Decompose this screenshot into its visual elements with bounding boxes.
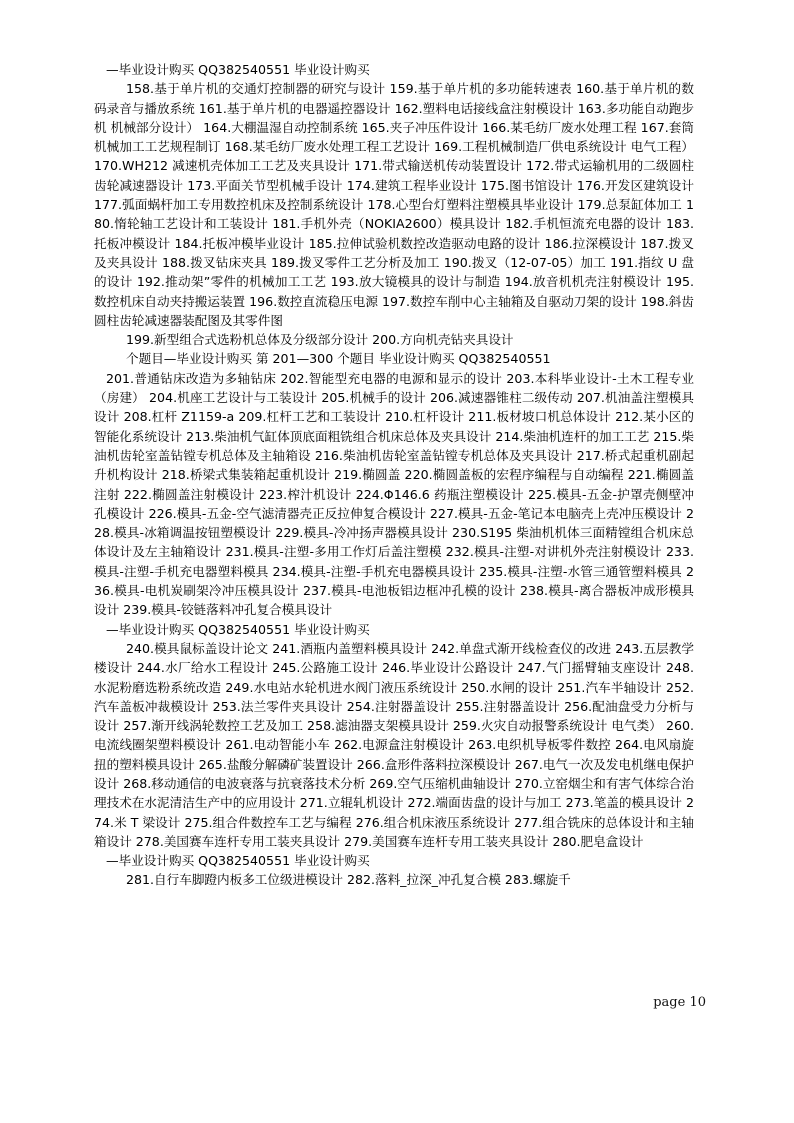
paragraph: 个题目—毕业设计购买 第 201—300 个题目 毕业设计购买 QQ382540551 (126, 351, 551, 367)
paragraph: 281.自行车脚蹬内板多工位级进模设计 282.落料_拉深_冲孔复合模 283.螺旋千 (126, 872, 571, 888)
page-number: page 10 (653, 995, 706, 1010)
paragraph: 158.基于单片机的交通灯控制器的研究与设计 159.基于单片机的多功能转速表 160.基于单片机的数码录音与播放系统 161.基于单片机的电器遥控器设计 162.塑料电话接线盒注射模设计 163.多功能自动跑步机 机械部分设计） 164.大棚温湿自动控制系统 165.夹子冲压件设计 166.某毛纺厂废水处理工程 167.套筒机械加工工艺规程制订 168.某毛纺厂废水处理工程工艺设计 169.工程机械制造厂供电系统设计 电气工程） 170.WH212 减速机壳体加工工艺及夹具设计 171.带式输送机传动装置设计 172.带式运输机用的二级圆柱齿轮减速器设计 173.平面关节型机械手设计 174.建筑工程毕业设计 175.图书馆设计 176.开发区建筑设计 177.弧面蜗杆加工专用数控机床及控制系统设计 178.心型台灯塑料注塑模具毕业设计 179.总泵缸体加工 180.惰轮轴工艺设计和工装设计 181.手机外壳（NOKIA2600）模具设计 182.手机恒流充电器的设计 183.托板冲模设计 184.托板冲模毕业设计 185.拉伸试验机数控改造驱动电路的设计 186.拉深模设计 187.拨叉及夹具设计 188.拨叉钻床夹具 189.拨叉零件工艺分析及加工 190.拨叉（12-07-05）加工 191.指纹 U 盘的设计 192.推动架”零件的机械加工工艺 193.放大镜模具的设计与制造 194.放音机机壳注射模设计 195.数控机床自动夹持搬运装置 196.数控直流稳压电源 197.数控车削中心主轴箱及自驱动刀架的设计 198.斜齿圆柱齿轮减速器装配图及其零件图 (94, 81, 694, 328)
paragraph: 199.新型组合式选粉机总体及分级部分设计 200.方向机壳钻夹具设计 (126, 332, 514, 348)
paragraph: —毕业设计购买 QQ382540551 毕业设计购买 (106, 62, 370, 77)
paragraph: —毕业设计购买 QQ382540551 毕业设计购买 (106, 621, 370, 637)
paragraph: —毕业设计购买 QQ382540551 毕业设计购买 (106, 853, 370, 869)
body-text (94, 60, 694, 890)
paragraph: 201.普通钻床改造为多轴钻床 202.智能型充电器的电源和显示的设计 203.本科毕业设计-土木工程专业（房建） 204.机座工艺设计与工装设计 205.机械手的设计 206.减速器锥柱二级传动 207.机油盖注塑模具设计 208.杠杆 Z1159-a 209.杠杆工艺和工装设计 210.杠杆设计 211.板材坡口机总体设计 212.某小区的智能化系统设计 213.柴油机气缸体顶底面粗铣组合机床总体及夹具设计 214.柴油机连杆的加工工艺 215.柴油机齿轮室盖钻镗专机总体及主轴箱设 216.柴油机齿轮室盖钻镗专机总体及夹具设计 217.桥式起重机副起升机构设计 218.桥梁式集装箱起重机设计 219.椭圆盖 220.椭圆盖板的宏程序编程与自动编程 221.椭圆盖注射 222.椭圆盖注射模设计 223.榨汁机设计 224.Φ146.6 药瓶注塑模设计 225.模具-五金-护罩壳侧壁冲孔模设计 226.模具-五金-空气滤清器壳正反拉伸复合模设计 227.模具-五金-笔记本电脑壳上壳冲压模设计 228.模具-冰箱调温按钮塑模设计 229.模具-冷冲扬声器模具设计 230.S195 柴油机机体三面精镗组合机床总体设计及左主轴箱设计 231.模具-注塑-多用工作灯后盖注塑模 232.模具-注塑-对讲机外壳注射模设计 233.模具-注塑-手机充电器塑料模具 234.模具-注塑-手机充电器模具设计 235.模具-注塑-水管三通管塑料模具 236.模具-电机炭刷架冷冲压模具设计 237.模具-电池板铝边框冲孔模的设计 238.模具-离合器板冲成形模具设计 239.模具-铰链落料冲孔复合模具设计 (94, 370, 694, 618)
paragraph: 240.模具鼠标盖设计论文 241.酒瓶内盖塑料模具设计 242.单盘式渐开线检查仪的改进 243.五层教学楼设计 244.水厂给水工程设计 245.公路施工设计 246.毕业设计公路设计 247.气门摇臂轴支座设计 248.水泥粉磨选粉系统改造 249.水电站水轮机进水阀门液压系统设计 250.水闸的设计 251.汽车半轴设计 252.汽车盖板冲裁模设计 253.法兰零件夹具设计 254.注射器盖设计 255.注射器盖设计 256.配油盘受力分析与设计 257.渐开线涡轮数控工艺及加工 258.滤油器支架模具设计 259.火灾自动报警系统设计 电气类） 260.电流线圈架塑料模设计 261.电动智能小车 262.电源盒注射模设计 263.电织机导板零件数控 264.电风扇旋扭的塑料模具设计 265.盐酸分解磷矿装置设计 266.盒形件落料拉深模设计 267.电气一次及发电机继电保护设计 268.移动通信的电波衰落与抗衰落技术分析 269.空气压缩机曲轴设计 270.立窑烟尘和有害气体综合治理技术在水泥清洁生产中的应用设计 271.立辊轧机设计 272.端面齿盘的设计与加工 273.笔盖的模具设计 274.米 T 梁设计 275.组合件数控车工艺与编程 276.组合机床液压系统设计 277.组合铣床的总体设计和主轴箱设计 278.美国赛车连杆专用工装夹具设计 279.美国赛车连杆专用工装夹具设计 280.肥皂盒设计 (94, 640, 694, 849)
